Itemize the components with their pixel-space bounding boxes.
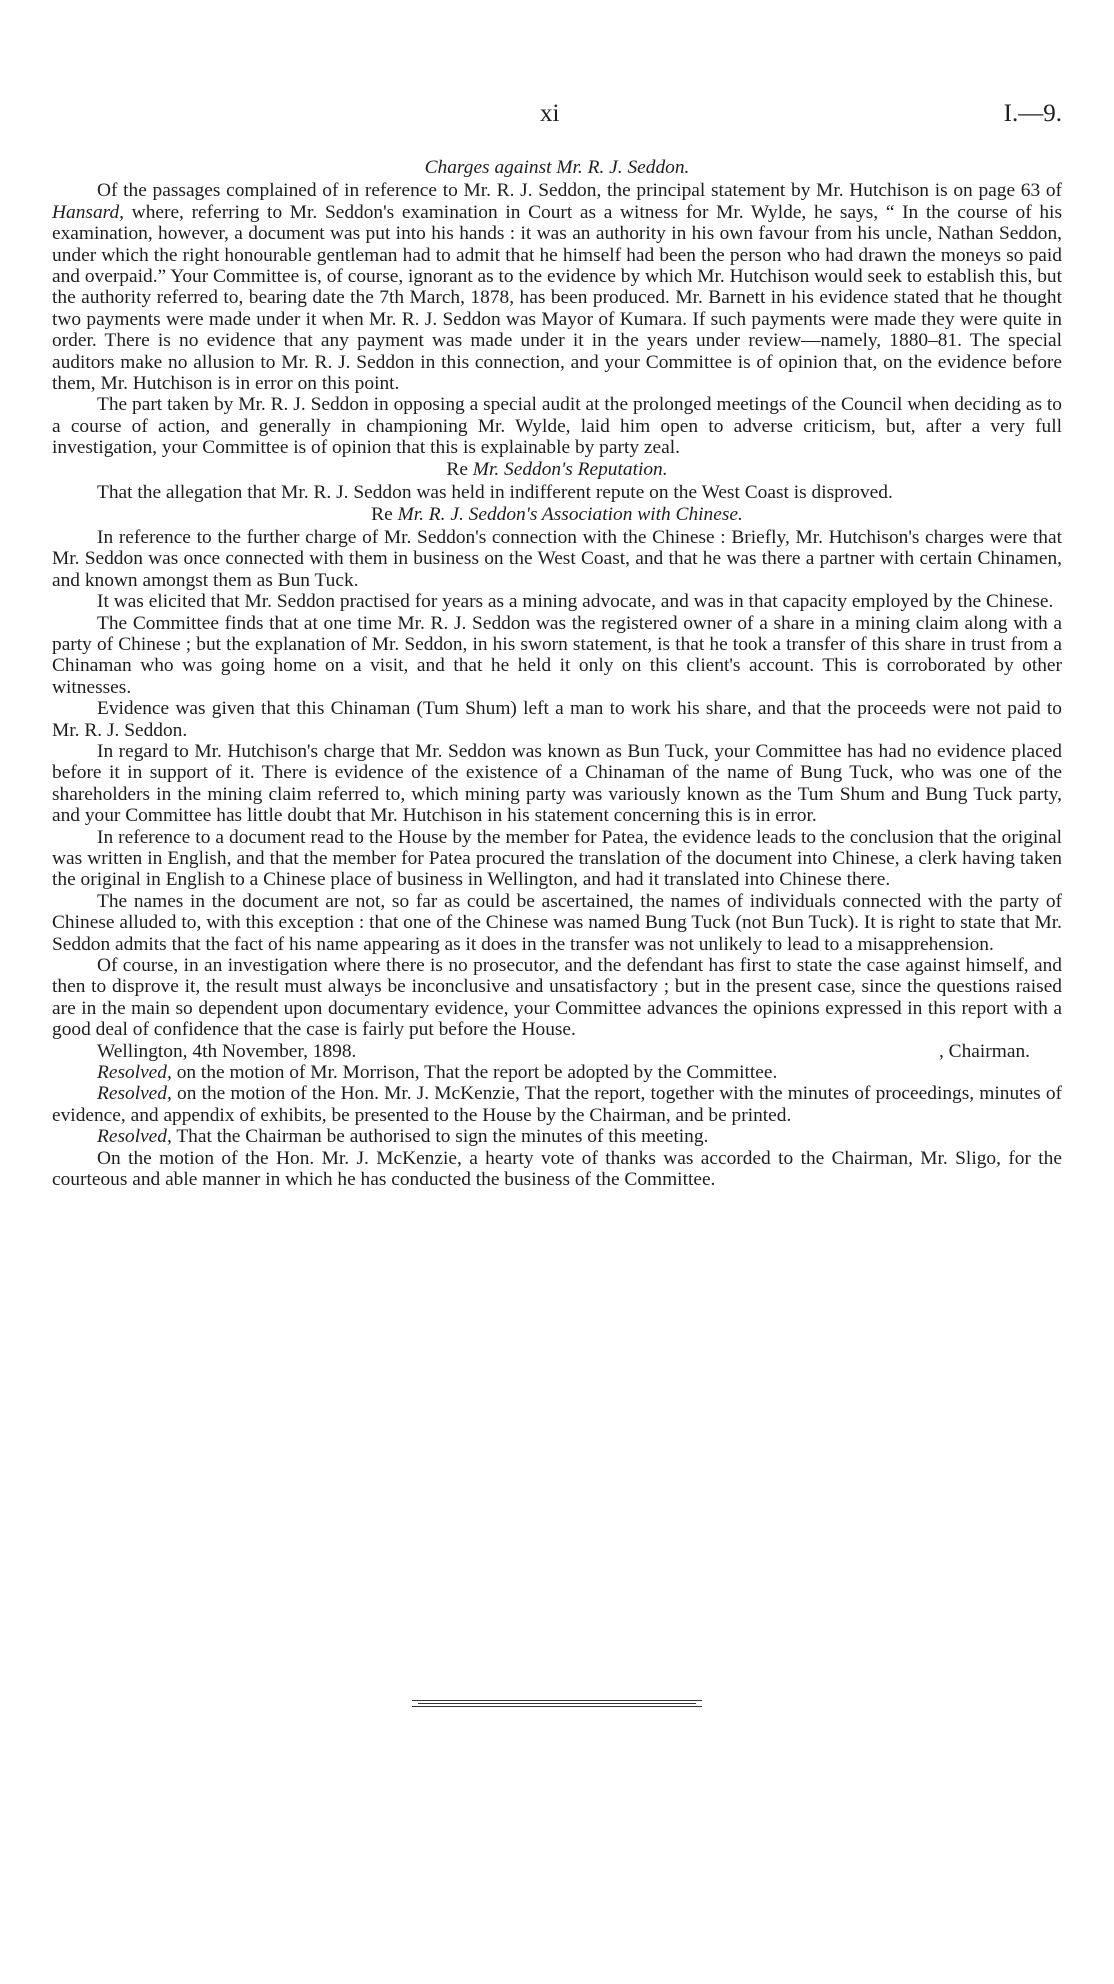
section-heading-chinese: Re Mr. R. J. Seddon's Association with Chinese. <box>371 503 743 525</box>
resolution: Resolved, on the motion of Mr. Morrison, That the report be adopted by the Committee. <box>97 1062 778 1084</box>
paragraph: In regard to Mr. Hutchison's charge that Mr. Seddon was known as Bun Tuck, your Committee has had no evidence placed before it in support of it. There is evidence of the existence of a Chinaman of the name of Bung Tuck, who was one of the shareholders in the mining claim referred to, which mining party was variously known as the Tum Shum and Bung Tuck party, and your Committee has little doubt that Mr. Hutchison in his statement concerning this is in error. <box>52 740 1062 827</box>
paragraph: The names in the document are not, so far as could be ascertained, the names of individuals connected with the party of Chinese alluded to, with this exception : that one of the Chinese was named Bung Tuck (not Bun Tuck). It is right to state that Mr. Seddon admits that the fact of his name appearing as it does in the transfer was not unlikely to lead to a misapprehension. <box>52 890 1062 955</box>
paragraph: In reference to a document read to the House by the member for Patea, the evidence leads to the conclusion that the original was written in English, and that the member for Patea procured the translation of the document into Chinese, a clerk having taken the original in English to a Chinese place of business in Wellington, and had it translated into Chinese there. <box>52 826 1062 891</box>
paragraph: Evidence was given that this Chinaman (Tum Shum) left a man to work his share, and that the proceeds were not paid to Mr. R. J. Seddon. <box>52 698 1062 741</box>
resolution: Resolved, That the Chairman be authorised to sign the minutes of this meeting. <box>97 1126 709 1148</box>
report-body <box>52 157 1062 1191</box>
paragraph: It was elicited that Mr. Seddon practised for years as a mining advocate, and was in that capacity employed by the Chinese. <box>97 591 1054 613</box>
paragraph: In reference to the further charge of Mr. Seddon's connection with the Chinese : Briefly, Mr. Hutchison's charges were that Mr. Seddon was once connected with them in business on the West Coast, and that he was there a partner with certain Chinamen, and known amongst them as Bun Tuck. <box>52 526 1062 591</box>
chairman-label: , Chairman. <box>938 1040 1030 1062</box>
paragraph: That the allegation that Mr. R. J. Seddon was held in indifferent repute on the West Coast is disproved. <box>97 482 893 504</box>
section-heading-charges: Charges against Mr. R. J. Seddon. <box>424 157 690 178</box>
page-number: xi <box>540 100 560 127</box>
resolution: Resolved, on the motion of the Hon. Mr. J. McKenzie, That the report, together with the minutes of proceedings, minutes of evidence, and appendix of exhibits, be presented to the House by the Chairman, and be printed. <box>52 1083 1062 1126</box>
signoff-line <box>52 1041 1062 1062</box>
section-heading-reputation: Re Mr. Seddon's Reputation. <box>446 458 668 480</box>
place-date: Wellington, 4th November, 1898. <box>97 1040 357 1062</box>
end-rule-middle <box>418 1703 696 1704</box>
document-reference: I.—9. <box>1003 100 1062 127</box>
paragraph: The Committee finds that at one time Mr. R. J. Seddon was the registered owner of a share in a mining claim along with a party of Chinese ; but the explanation of Mr. Seddon, in his sworn statement, is that he took a transfer of this share in trust from a Chinaman who was going home on a visit, and that he held it only on this client's account. This is corroborated by other witnesses. <box>52 612 1062 698</box>
end-rule-bottom <box>412 1706 702 1707</box>
paragraph: Of the passages complained of in reference to Mr. R. J. Seddon, the principal statement by Mr. Hutchison is on page 63 of Hansard, where, referring to Mr. Seddon's examination in Court as a witness for Mr. Wylde, he says, “ In the course of his examination, however, a document was put into his hands : it was an authority in his own favour from his uncle, Nathan Seddon, under which the right honourable gentleman had to admit that he himself had been the person who had drawn the moneys so paid and overpaid.” Your Committee is, of course, ignorant as to the evidence by which Mr. Hutchison would seek to establish this, but the authority referred to, bearing date the 7th March, 1878, has been produced. Mr. Barnett in his evidence stated that he thought two payments were made under it when Mr. R. J. Seddon was Mayor of Kumara. If such payments were made they were quite in order. There is no evidence that any payment was made under it in the years under review—namely, 1880–81. The special auditors make no allusion to Mr. R. J. Seddon in this connection, and your Committee is of opinion that, on the evidence before them, Mr. Hutchison is in error on this point. <box>52 180 1062 395</box>
hansard-italic: Hansard <box>52 201 120 223</box>
end-rule-top <box>412 1700 702 1701</box>
paragraph: Of course, in an investigation where there is no prosecutor, and the defendant has first to state the case against himself, and then to disprove it, the result must always be inconclusive and unsatisfactory ; but in the present case, since the questions raised are in the main so dependent upon documentary evidence, your Committee advances the opinions expressed in this report with a good deal of confidence that the case is fairly put before the House. <box>52 955 1062 1041</box>
closing-paragraph: On the motion of the Hon. Mr. J. McKenzie, a hearty vote of thanks was accorded to the Chairman, Mr. Sligo, for the courteous and able manner in which he has conducted the business of the Committee. <box>52 1147 1062 1191</box>
paragraph: The part taken by Mr. R. J. Seddon in opposing a special audit at the prolonged meetings of the Council when deciding as to a course of action, and generally in championing Mr. Wylde, laid him open to adverse criticism, but, after a very full investigation, your Committee is of opinion that this is explainable by party zeal. <box>52 394 1062 459</box>
